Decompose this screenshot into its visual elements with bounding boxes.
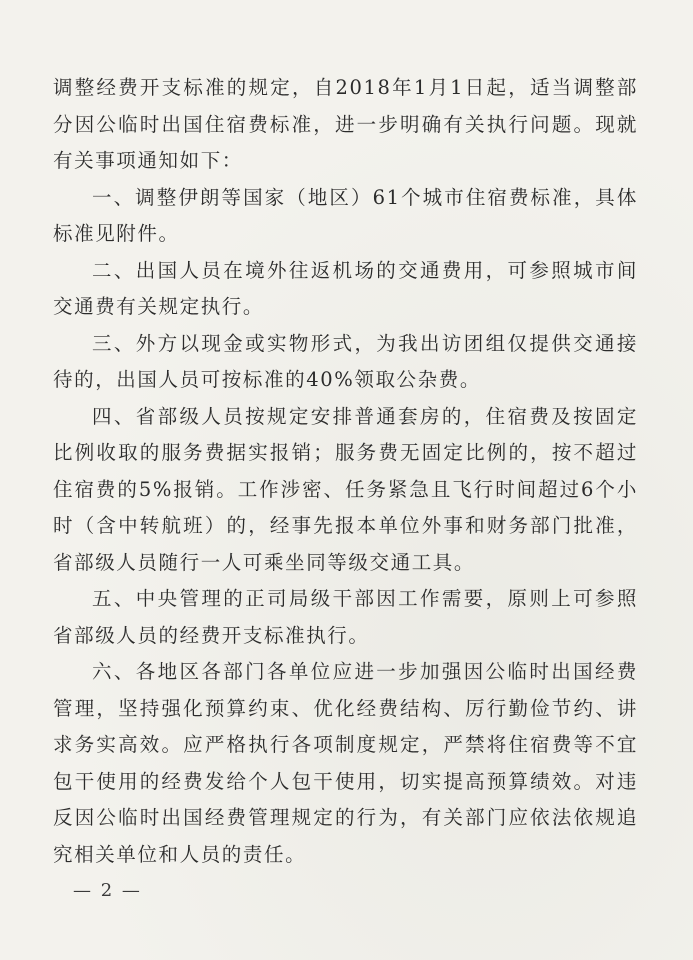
paragraph-item-6: 六、各地区各部门各单位应进一步加强因公临时出国经费管理，坚持强化预算约束、优化经费结构、厉行勤俭节约、讲求务实高效。应严格执行各项制度规定，严禁将住宿费等不宜包干使用的经费发给个人包干使用，切实提高预算绩效。对违反因公临时出国经费管理规定的行为，有关部门应依法依规追究相关单位和人员的责任。 — [53, 660, 638, 866]
paragraph-intro: 调整经费开支标准的规定，自2018年1月1日起，适当调整部分因公临时出国住宿费标准，进一步明确有关执行问题。现就有关事项通知如下： — [53, 76, 638, 172]
paragraph-item-4: 四、省部级人员按规定安排普通套房的，住宿费及按固定比例收取的服务费据实报销；服务费无固定比例的，按不超过住宿费的5%报销。工作涉密、任务紧急且飞行时间超过6个小时（含中转航班）的，经事先报本单位外事和财务部门批准，省部级人员随行一人可乘坐同等级交通工具。 — [53, 404, 638, 574]
paragraph-item-2: 二、出国人员在境外往返机场的交通费用，可参照城市间交通费有关规定执行。 — [53, 258, 638, 318]
paragraph-item-3: 三、外方以现金或实物形式，为我出访团组仅提供交通接待的，出国人员可按标准的40%领取公杂费。 — [53, 331, 638, 391]
page-number: — 2 — — [73, 880, 142, 901]
paragraph-item-5: 五、中央管理的正司局级干部因工作需要，原则上可参照省部级人员的经费开支标准执行。 — [53, 587, 638, 647]
paragraph-item-1: 一、调整伊朗等国家（地区）61个城市住宿费标准，具体标准见附件。 — [53, 185, 638, 245]
document-body — [53, 70, 638, 873]
